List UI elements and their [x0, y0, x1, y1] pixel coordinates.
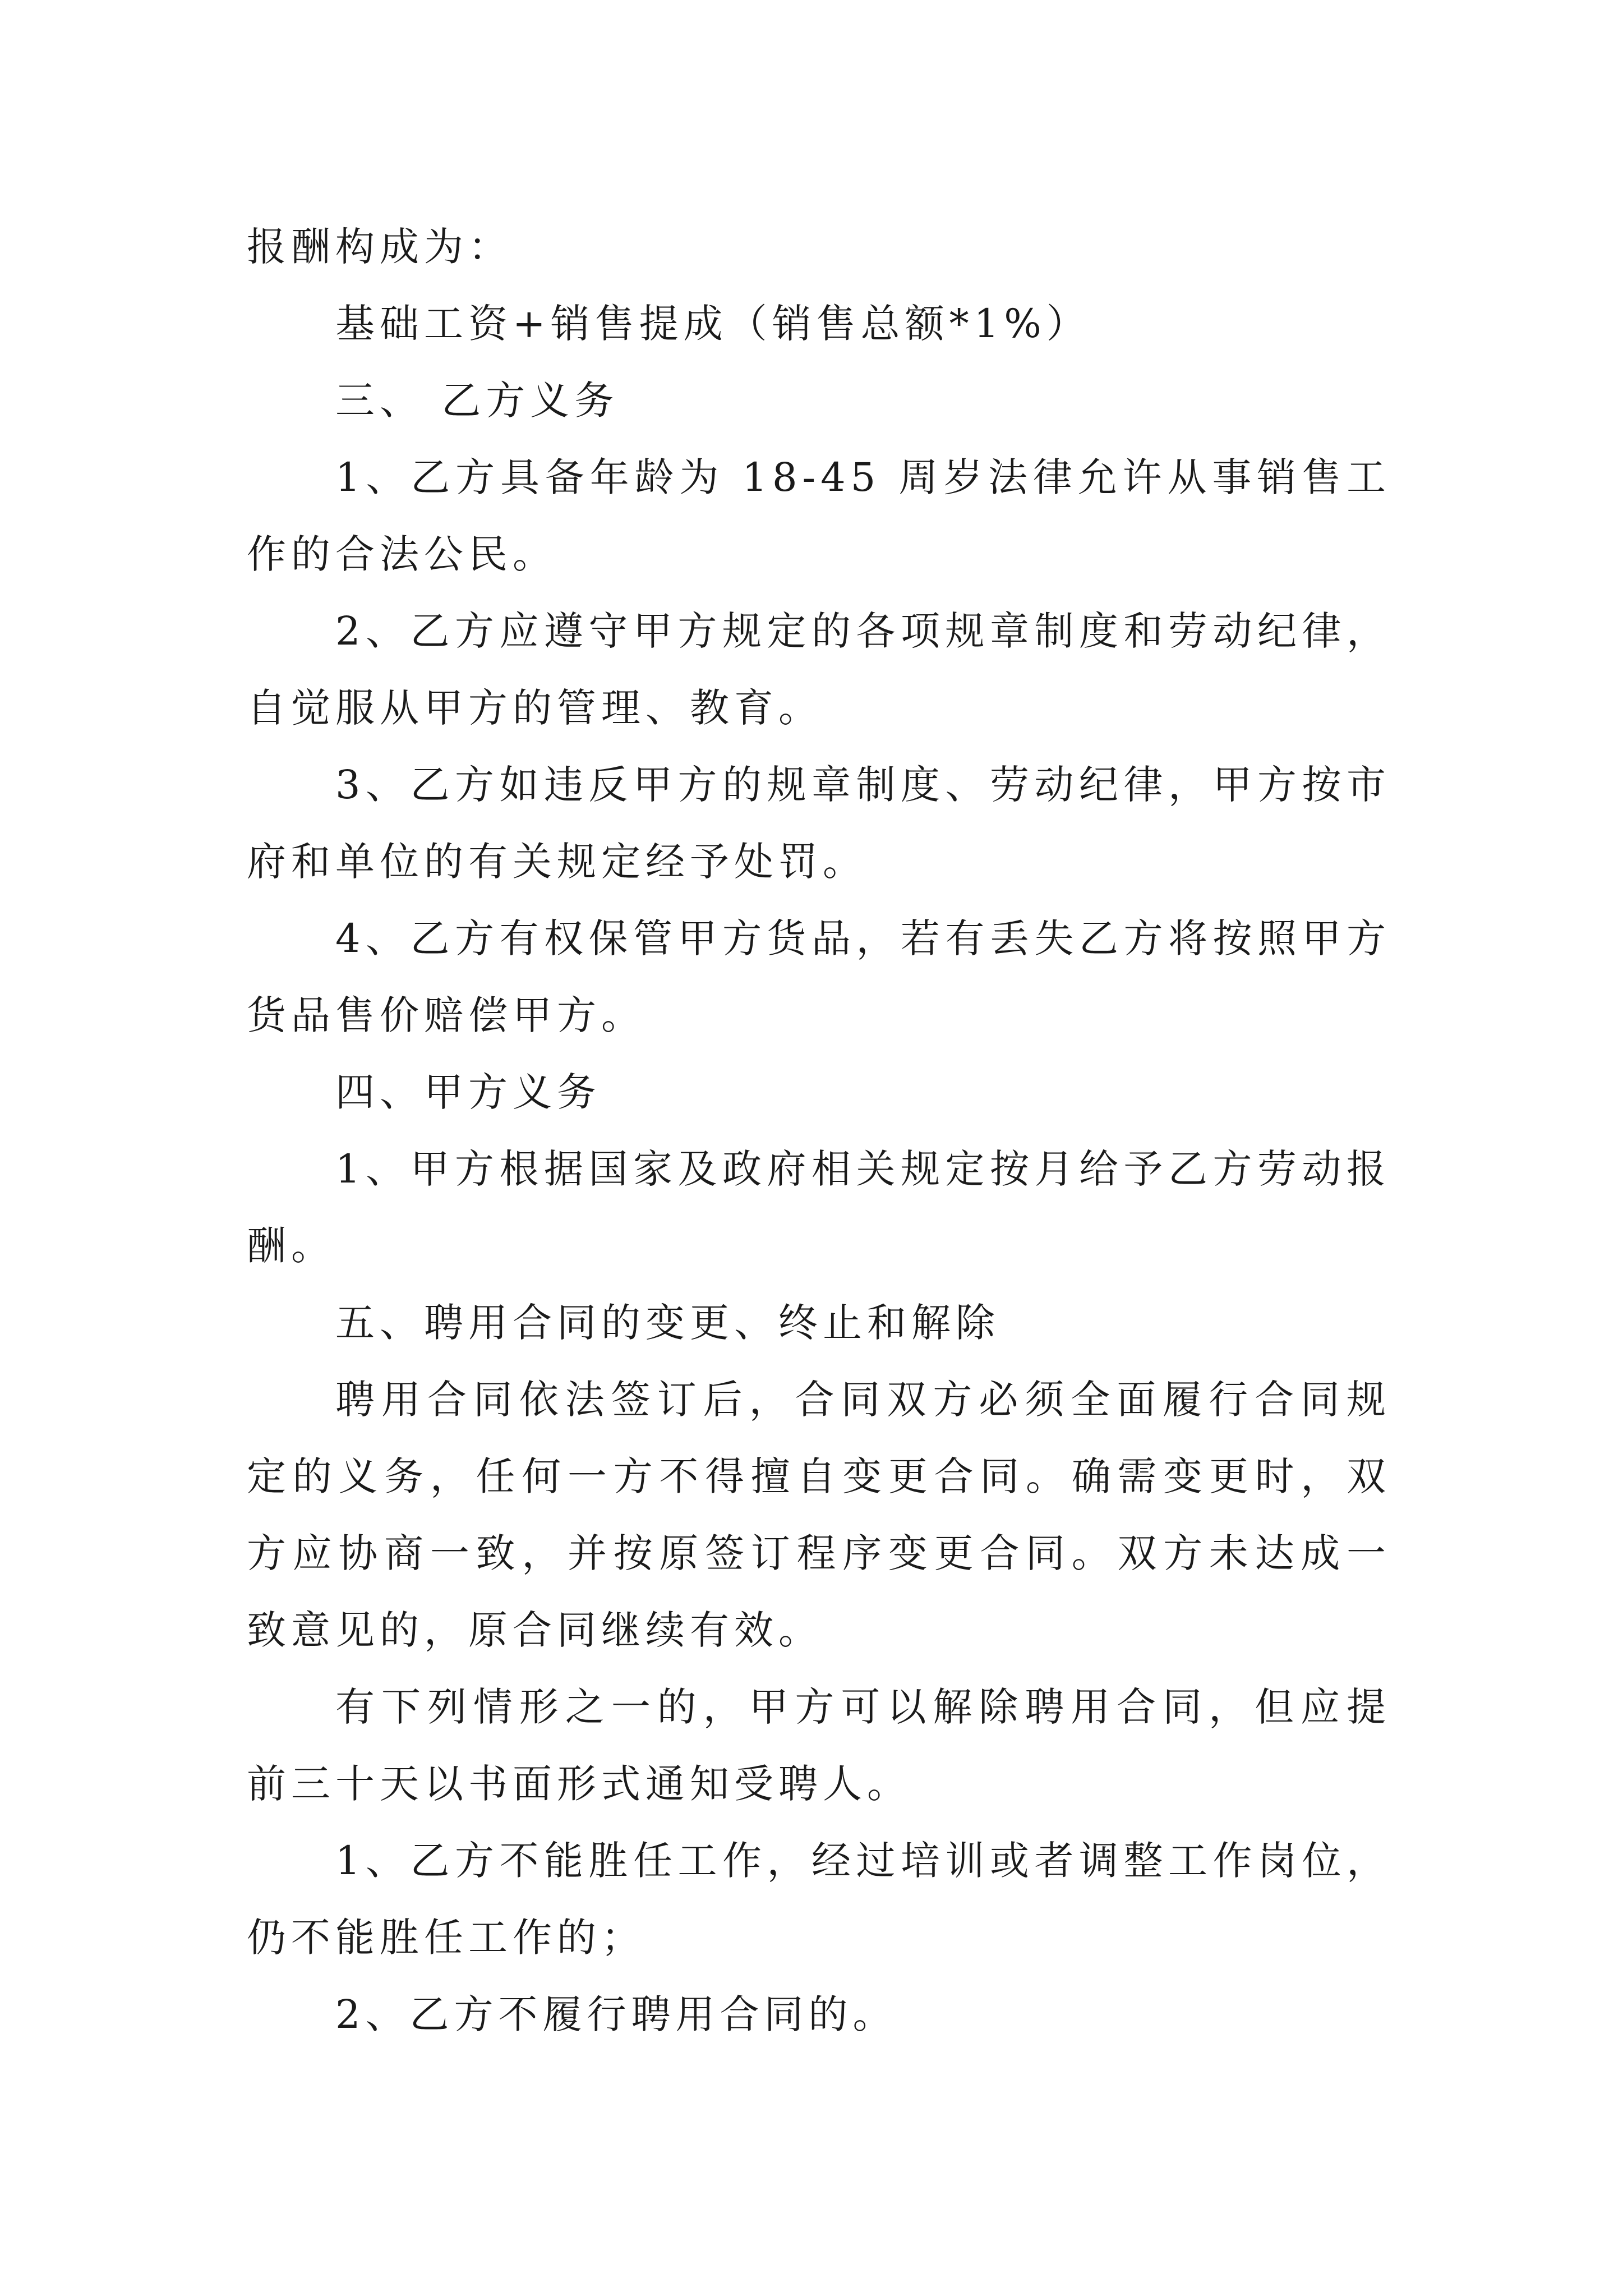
paragraph-b-obligation-4: 4、乙方有权保管甲方货品，若有丢失乙方将按照甲方货品售价赔偿甲方。 — [247, 915, 1391, 1038]
paragraph-termination-conditions: 有下列情形之一的，甲方可以解除聘用合同，但应提前三十天以书面形式通知受聘人。 — [247, 1684, 1391, 1807]
section-heading-contract-changes: 五、聘用合同的变更、终止和解除 — [335, 1300, 1000, 1346]
paragraph-termination-item-2: 2、乙方不履行聘用合同的。 — [335, 1991, 897, 2037]
section-heading-party-a-obligations: 四、甲方义务 — [335, 1069, 601, 1115]
paragraph-termination-item-1: 1、乙方不能胜任工作，经过培训或者调整工作岗位，仍不能胜任工作的； — [247, 1838, 1391, 1961]
paragraph-remuneration-formula: 基础工资+销售提成（销售总额*1%） — [335, 301, 1091, 347]
paragraph-a-obligation-1: 1、甲方根据国家及政府相关规定按月给予乙方劳动报酬。 — [247, 1146, 1391, 1269]
section-heading-party-b-obligations: 三、 乙方义务 — [335, 378, 619, 424]
document-body — [247, 209, 1391, 2053]
paragraph-b-obligation-2: 2、乙方应遵守甲方规定的各项规章制度和劳动纪律，自觉服从甲方的管理、教育。 — [247, 608, 1391, 731]
paragraph-remuneration-heading: 报酬构成为： — [247, 224, 513, 270]
paragraph-b-obligation-1: 1、乙方具备年龄为 18-45 周岁法律允许从事销售工作的合法公民。 — [247, 454, 1391, 577]
paragraph-b-obligation-3: 3、乙方如违反甲方的规章制度、劳动纪律，甲方按市府和单位的有关规定经予处罚。 — [247, 762, 1391, 885]
paragraph-contract-changes: 聘用合同依法签订后，合同双方必须全面履行合同规定的义务，任何一方不得擅自变更合同。确需变更时，双方应协商一致，并按原签订程序变更合同。双方未达成一致意见的，原合同继续有效。 — [247, 1377, 1391, 1653]
